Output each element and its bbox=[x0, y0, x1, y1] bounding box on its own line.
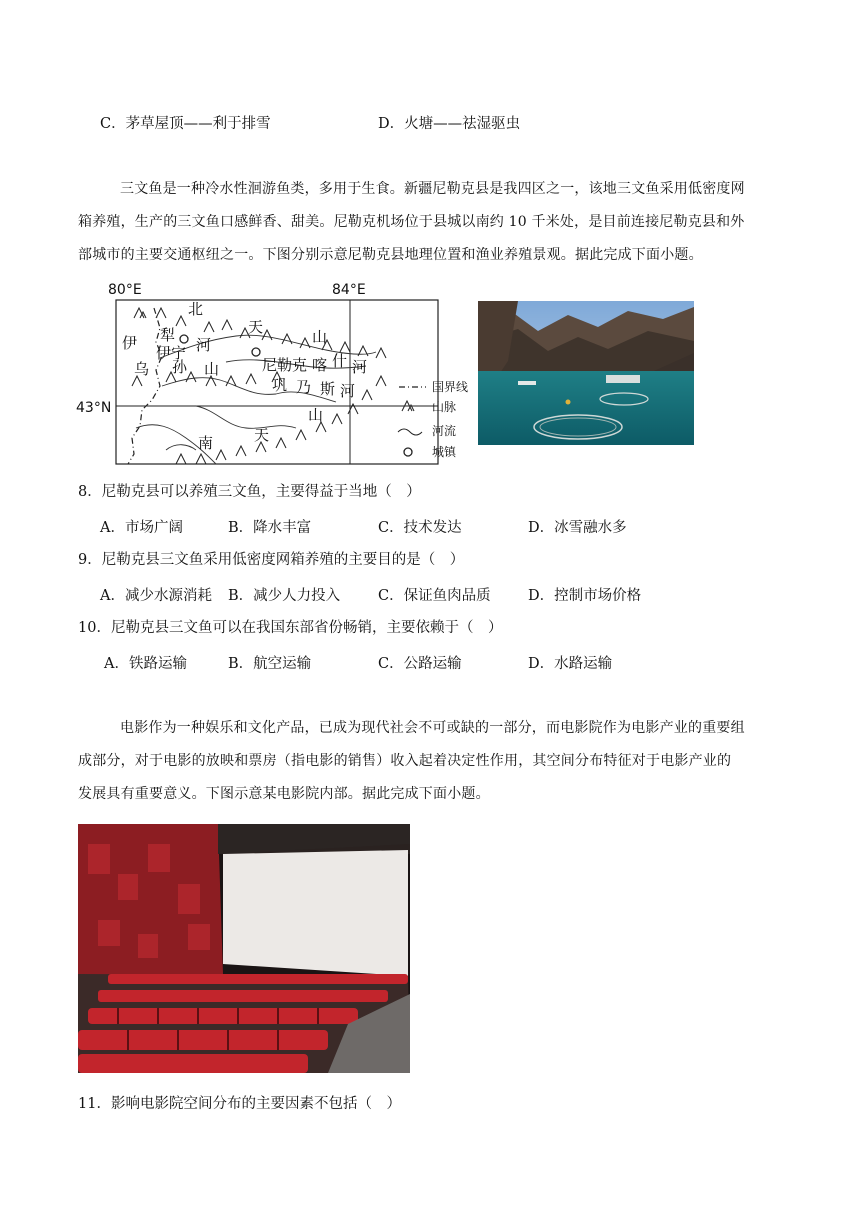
passage-cinema bbox=[78, 712, 788, 811]
label-he3: 河 bbox=[352, 358, 368, 376]
label-nilek: 尼勒克 bbox=[262, 356, 308, 374]
nilek-location-map bbox=[76, 278, 486, 470]
question-8-option-b[interactable]: B．降水丰富 bbox=[228, 520, 312, 536]
label-yi: 伊 bbox=[122, 334, 138, 352]
legend-town: 城镇 bbox=[432, 445, 457, 459]
passage-line: 部城市的主要交通枢纽之一。下图分别示意尼勒克县地理位置和渔业养殖景观。据此完成下面小题。 bbox=[78, 247, 703, 263]
question-9-option-b[interactable]: B．减少人力投入 bbox=[228, 588, 341, 604]
passage-line: 成部分，对于电影的放映和票房（指电影的销售）收入起着决定性作用，其空间分布特征对于电影产业的 bbox=[78, 753, 732, 769]
legend-border: 国界线 bbox=[432, 380, 469, 394]
question-11-stem: 11．影响电影院空间分布的主要因素不包括（ ） bbox=[78, 1096, 401, 1112]
national-border bbox=[128, 308, 162, 464]
label-li: 犁 bbox=[160, 326, 176, 344]
label-he2: 河 bbox=[340, 382, 356, 400]
label-wu: 乌 bbox=[134, 360, 150, 378]
question-8-option-a[interactable]: A．市场广阔 bbox=[100, 520, 183, 536]
lon-label-80: 80°E bbox=[108, 282, 142, 298]
question-10-option-b[interactable]: B．航空运输 bbox=[228, 656, 312, 672]
label-tian1: 天 bbox=[248, 318, 264, 336]
town-nilek bbox=[252, 348, 260, 356]
passage-line: 三文鱼是一种冷水性洄游鱼类，多用于生食。新疆尼勒克县是我四区之一，该地三文鱼采用低密度网 bbox=[120, 181, 745, 197]
question-8-option-d[interactable]: D．冰雪融水多 bbox=[528, 520, 627, 536]
passage-line: 箱养殖，生产的三文鱼口感鲜香、甜美。尼勒克机场位于县城以南约 10 千米处，是目前连接尼勒克县和外 bbox=[78, 214, 745, 230]
label-shan1: 山 bbox=[312, 328, 328, 346]
question-8-option-c[interactable]: C．技术发达 bbox=[378, 520, 462, 536]
question-9-option-c[interactable]: C．保证鱼肉品质 bbox=[378, 588, 491, 604]
lat-label-43: 43°N bbox=[76, 400, 112, 416]
label-sun: 孙 bbox=[172, 358, 188, 376]
prev-option-d: D．火塘——祛湿驱虫 bbox=[378, 116, 521, 132]
legend-river: 河流 bbox=[432, 424, 457, 438]
legend-mountain: 山脉 bbox=[432, 400, 457, 414]
passage-line: 电影作为一种娱乐和文化产品，已成为现代社会不可或缺的一部分，而电影院作为电影产业的重要组 bbox=[120, 720, 745, 736]
label-yining: 伊宁 bbox=[156, 344, 187, 362]
question-9-stem: 9．尼勒克县三文鱼采用低密度网箱养殖的主要目的是（ ） bbox=[78, 552, 465, 568]
question-10-option-c[interactable]: C．公路运输 bbox=[378, 656, 462, 672]
label-shan2: 山 bbox=[204, 360, 220, 378]
question-10-stem: 10．尼勒克县三文鱼可以在我国东部省份畅销，主要依赖于（ ） bbox=[78, 620, 503, 636]
label-bei: 北 bbox=[188, 300, 204, 318]
town-yining bbox=[180, 335, 188, 343]
question-9-option-a[interactable]: A．减少水源消耗 bbox=[100, 588, 212, 604]
label-gong: 巩 bbox=[272, 376, 288, 394]
question-9-option-d[interactable]: D．控制市场价格 bbox=[528, 588, 642, 604]
label-shan3: 山 bbox=[308, 406, 324, 424]
prev-option-c: C．茅草屋顶——利于排雪 bbox=[100, 116, 271, 132]
lon-label-84: 84°E bbox=[332, 282, 366, 298]
cinema-interior-photo bbox=[78, 824, 410, 1073]
question-10-option-a[interactable]: A．铁路运输 bbox=[104, 656, 187, 672]
salmon-farm-photo bbox=[478, 301, 694, 445]
passage-salmon bbox=[78, 173, 788, 272]
map-legend bbox=[398, 379, 468, 459]
label-nan: 南 bbox=[198, 434, 214, 452]
label-si: 斯 bbox=[320, 380, 336, 398]
label-he1: 河 bbox=[196, 336, 212, 354]
label-shi: 什 bbox=[332, 352, 348, 370]
label-ka: 喀 bbox=[312, 356, 328, 374]
passage-line: 发展具有重要意义。下图示意某电影院内部。据此完成下面小题。 bbox=[78, 786, 490, 802]
label-nai: 乃 bbox=[296, 378, 312, 396]
question-8-stem: 8．尼勒克县可以养殖三文鱼，主要得益于当地（ ） bbox=[78, 484, 421, 500]
question-10-option-d[interactable]: D．水路运输 bbox=[528, 656, 613, 672]
label-tian2: 天 bbox=[254, 426, 270, 444]
